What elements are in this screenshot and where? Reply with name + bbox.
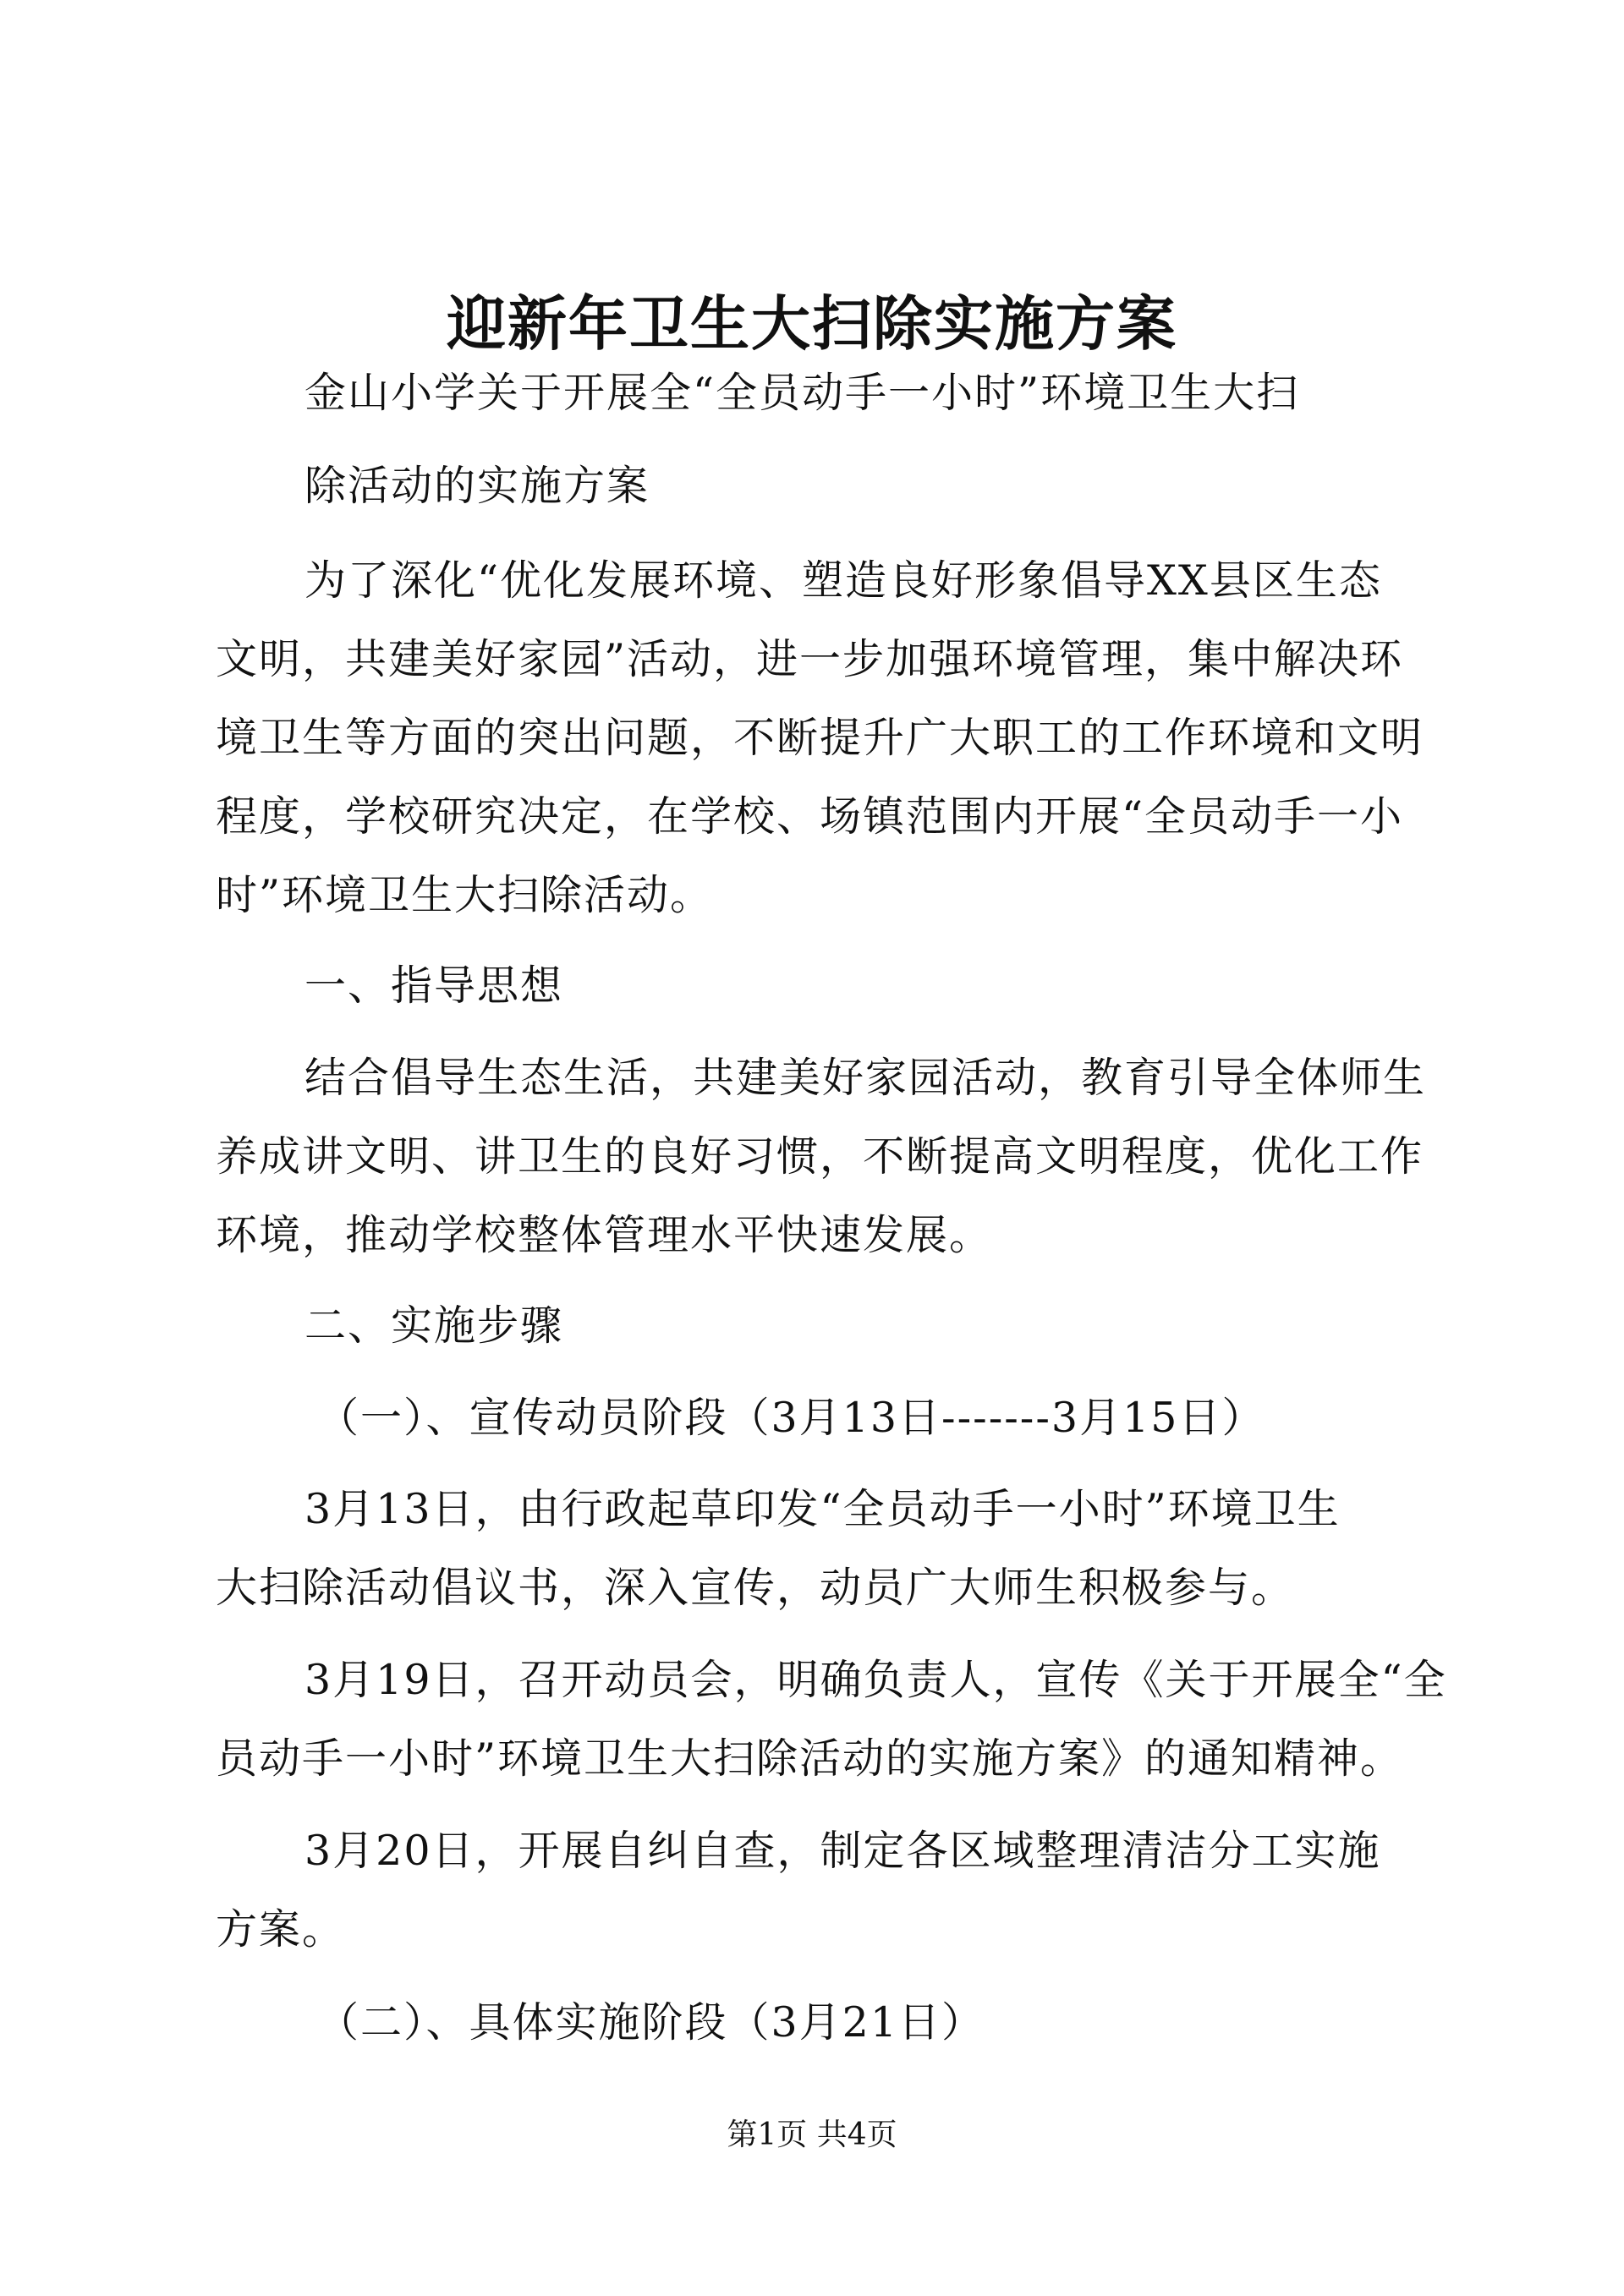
subsection-heading-2: （二）、具体实施阶段（3月21日） bbox=[317, 1998, 985, 2047]
section-heading-1: 一、指导思想 bbox=[304, 962, 564, 1010]
paragraph-line: 养成讲文明、讲卫生的良好习惯，不断提高文明程度，优化工作 bbox=[216, 1132, 1424, 1181]
paragraph-line: 为了深化“优化发展环境、塑造良好形象倡导XX县区生态 bbox=[304, 556, 1382, 605]
paragraph-line: 程度，学校研究决定，在学校、场镇范围内开展“全员动手一小 bbox=[216, 792, 1404, 841]
paragraph-line: 大扫除活动倡议书，深入宣传，动员广大师生积极参与。 bbox=[216, 1564, 1295, 1612]
paragraph-line: 环境，推动学校整体管理水平快速发展。 bbox=[216, 1211, 993, 1259]
paragraph-line: 3月19日，召开动员会，明确负责人，宣传《关于开展全“全 bbox=[304, 1656, 1447, 1704]
subtitle-line-1: 金山小学关于开展全“全员动手一小时”环境卫生大扫 bbox=[304, 369, 1300, 417]
subsection-heading-1: （一）、宣传动员阶段（3月13日-------3月15日） bbox=[317, 1394, 1265, 1442]
subtitle-line-2: 除活动的实施方案 bbox=[304, 462, 650, 510]
paragraph-line: 员动手一小时”环境卫生大扫除活动的实施方案》的通知精神。 bbox=[216, 1734, 1404, 1783]
document-title: 迎新年卫生大扫除实施方案 bbox=[447, 288, 1177, 359]
paragraph-line: 3月20日，开展自纠自查，制定各区域整理清洁分工实施 bbox=[304, 1827, 1381, 1875]
section-heading-2: 二、实施步骤 bbox=[304, 1301, 564, 1350]
page-footer: 第1页 共4页 bbox=[727, 2118, 897, 2152]
paragraph-line: 方案。 bbox=[216, 1905, 346, 1954]
paragraph-line: 时”环境卫生大扫除活动。 bbox=[216, 871, 714, 919]
paragraph-line: 3月13日，由行政起草印发“全员动手一小时”环境卫生 bbox=[304, 1485, 1341, 1533]
paragraph-line: 文明，共建美好家园”活动，进一步加强环境管理，集中解决环 bbox=[216, 635, 1404, 683]
paragraph-line: 境卫生等方面的突出问题，不断提升广大职工的工作环境和文明 bbox=[216, 714, 1424, 762]
paragraph-line: 结合倡导生态生活，共建美好家园活动，教育引导全体师生 bbox=[304, 1054, 1427, 1102]
